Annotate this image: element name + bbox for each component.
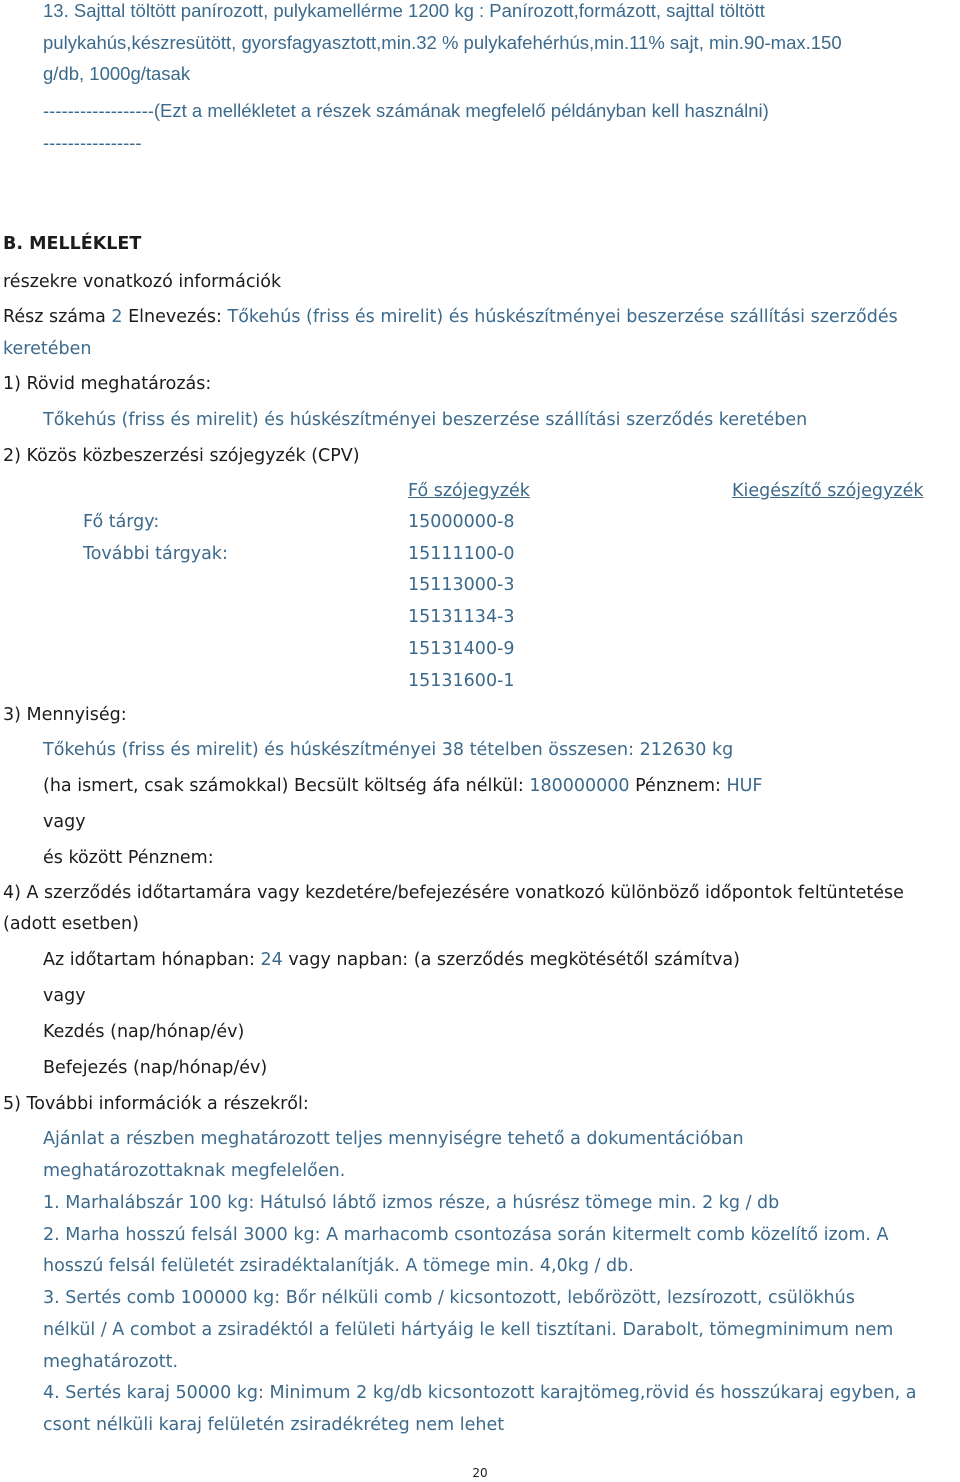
section-4-title: 4) A szerződés időtartamára vagy kezdetére/befejezésére vonatkozó különböző időpontok feltüntetése (3, 883, 904, 903)
cost-label: (ha ismert, csak számokkal) Becsült költség áfa nélkül: (43, 776, 530, 796)
currency-label: Pénznem: (629, 776, 727, 796)
top-line-3: g/db, 1000g/tasak (43, 63, 191, 84)
duration-label: Az időtartam hónapban: (43, 950, 261, 970)
other-objects-label: További tárgyak: (83, 544, 228, 564)
cpv-supp-header: Kiegészítő szójegyzék (732, 481, 924, 501)
section-4-title-cont: (adott esetben) (3, 914, 139, 934)
or-text: vagy (43, 986, 86, 1006)
start-date-label: Kezdés (nap/hónap/év) (43, 1022, 245, 1042)
currency-value: HUF (726, 776, 763, 796)
quantity-text: Tőkehús (friss és mirelit) és húskészítményei 38 tételben összesen: 212630 kg (43, 740, 734, 760)
part-number: 2 (111, 307, 123, 327)
info-line: meghatározott. (43, 1352, 179, 1372)
part-name: Tőkehús (friss és mirelit) és húskészítményei beszerzése szállítási szerződés (227, 307, 898, 327)
info-line: 1. Marhalábszár 100 kg: Hátulsó lábtő izmos része, a húsrész tömege min. 2 kg / db (43, 1193, 780, 1213)
part-title-line (3, 306, 898, 328)
cost-line (43, 775, 763, 797)
info-line: 2. Marha hosszú felsál 3000 kg: A marhacomb csontozása során kitermelt comb közelítő izom. A (43, 1225, 889, 1245)
info-line: csont nélküli karaj felületén zsiradékréteg nem lehet (43, 1415, 505, 1435)
cpv-code: 15131600-1 (408, 671, 515, 691)
info-line: nélkül / A combot a zsiradéktól a felületi hártyáig le kell tisztítani. Darabolt, tömegminimum nem (43, 1320, 894, 1340)
duration-rest: vagy napban: (a szerződés megkötésétől számítva) (282, 950, 740, 970)
cpv-code: 15111100-0 (408, 544, 515, 564)
duration-months: 24 (260, 950, 283, 970)
top-line-2: pulykahús,készresütött, gyorsfagyasztott,min.32 % pulykafehérhús,min.11% sajt, min.90-max.150 (43, 32, 842, 53)
section-3-title: 3) Mennyiség: (3, 705, 127, 725)
top-line-1: 13. Sajttal töltött panírozott, pulykamellérme 1200 kg : Panírozott,formázott, sajttal töltött (43, 0, 765, 21)
part-name-label: Elnevezés: (122, 307, 228, 327)
end-date-label: Befejezés (nap/hónap/év) (43, 1058, 268, 1078)
page-number: 20 (472, 1466, 488, 1480)
section-2-title: 2) Közös közbeszerzési szójegyzék (CPV) (3, 446, 360, 466)
cost-value: 180000000 (529, 776, 630, 796)
cpv-code: 15131134-3 (408, 607, 515, 627)
part-name-cont: keretében (3, 339, 92, 359)
info-line: Ajánlat a részben meghatározott teljes mennyiségre tehető a dokumentációban (43, 1129, 744, 1149)
short-description: Tőkehús (friss és mirelit) és húskészítményei beszerzése szállítási szerződés keretében (43, 410, 808, 430)
or-text: vagy (43, 812, 86, 832)
cpv-code: 15113000-3 (408, 575, 515, 595)
info-line: 3. Sertés comb 100000 kg: Bőr nélküli comb / kicsontozott, lebőrözött, lezsírozott, csülökhús (43, 1288, 855, 1308)
between-text: és között Pénznem: (43, 848, 214, 868)
info-line: meghatározottaknak megfelelően. (43, 1161, 346, 1181)
main-cpv-code: 15000000-8 (408, 512, 515, 532)
info-line: hosszú felsál felületét zsiradéktalanítják. A tömege min. 4,0kg / db. (43, 1256, 634, 1276)
cpv-main-header: Fő szójegyzék (408, 481, 530, 501)
cpv-code: 15131400-9 (408, 639, 515, 659)
section-5-title: 5) További információk a részekről: (3, 1094, 309, 1114)
part-number-label: Rész száma (3, 307, 112, 327)
separator-line-2: ---------------- (43, 132, 142, 153)
separator-line: ------------------(Ezt a mellékletet a részek számának megfelelő példányban kell használni) (43, 100, 769, 121)
section-1-title: 1) Rövid meghatározás: (3, 374, 212, 394)
annex-subheading: részekre vonatkozó információk (3, 272, 282, 292)
duration-line (43, 949, 740, 971)
main-object-label: Fő tárgy: (83, 512, 160, 532)
info-line: 4. Sertés karaj 50000 kg: Minimum 2 kg/db kicsontozott karajtömeg,rövid és hosszúkaraj egyben, a (43, 1383, 917, 1403)
annex-heading: B. MELLÉKLET (3, 234, 142, 254)
